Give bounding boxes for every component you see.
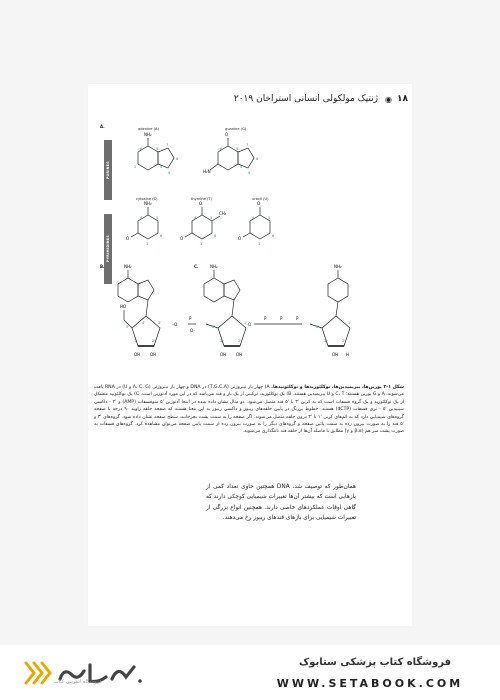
svg-text:6: 6 bbox=[214, 234, 217, 238]
svg-text:⁻O: ⁻O bbox=[172, 322, 178, 327]
svg-text:1': 1' bbox=[158, 321, 162, 325]
svg-text:2': 2' bbox=[238, 339, 242, 343]
panel-c-label: C. bbox=[194, 264, 199, 269]
svg-text:6: 6 bbox=[272, 234, 275, 238]
body-paragraph: همان‌طور که توصیف شد، DNA همچنین حاوی تعداد کمی از بازهایی است که بیشتر آن‌ها تغییرات شیمیایی کوچکی دارند که گاهی اوقات عملکردهای خاصی دارند. همچنین انواع بزرگی از تغییرات شیمیایی برای بازهای قندهای ریبوز رخ می‌دهند. bbox=[206, 484, 356, 522]
cytosine-label: cytosine (C) bbox=[136, 197, 158, 201]
store-name: فروشگاه کتاب پزشکی ستابوک bbox=[298, 657, 452, 668]
svg-text:NH₂: NH₂ bbox=[124, 264, 132, 269]
svg-text:5: 5 bbox=[210, 216, 213, 220]
svg-text:NH₂: NH₂ bbox=[144, 132, 152, 137]
svg-text:P: P bbox=[264, 316, 267, 321]
setabook-logo-icon[interactable] bbox=[20, 655, 150, 691]
svg-text:P: P bbox=[280, 316, 283, 321]
svg-text:NH₂: NH₂ bbox=[210, 264, 218, 269]
pyrimidines-tab: PYRIMIDINES bbox=[104, 214, 112, 284]
nucleotide-figure bbox=[88, 84, 412, 384]
svg-text:9: 9 bbox=[168, 171, 171, 175]
svg-text:OH: OH bbox=[236, 352, 243, 357]
purines-tab: PURINES bbox=[104, 140, 112, 200]
svg-text:1': 1' bbox=[244, 321, 248, 325]
svg-text:9: 9 bbox=[248, 171, 251, 175]
svg-text:3': 3' bbox=[220, 339, 224, 343]
svg-text:2': 2' bbox=[342, 339, 346, 343]
svg-text:2: 2 bbox=[134, 165, 137, 169]
caption-text: A) چهار باز نیتروژنی (T،G،C،A) در DNA و چهار باز نیتروژنی (A، C، G و U) در RNA یافت می‌شوند. A و G پورین هستند؛ C، T و U پیریمیدین هستند. B) یک نوکلئوزید، ترکیبی از یک باز و قند می‌باشد که در این مورد آدنوزین است. C) یک نوکلئوتید متشکل از یک نوکلئوزید و یک گروه فسفات است که به کربن '۳ یا '۵ قند متصل می‌شود. دو مثال نشان داده شده در اینجا آدنوزین '۵ منوفسفات (AMP) و '۲ - داکسی سیتیدین '۵ - تری فسفات (dCTP) هستند. خطوط پررنگ در پایین حلقه‌های ریبوز و داکسی ریبوز به این معنا هستند که صفحه حلقه زاویه ۹۰ درجه با صفحه گروه‌های شیمیایی دارد که به اتم‌های کربن '۱ تا '۳ درون حلقه متصل می‌شوند. اگر صفحه را به سمت پشت بچرخانید، سطح صفحه نشان داده شود. گروه‌های '۳ و '۵ قند را به صورت بیرون زده به سمت پائین صفحه و گروه‌های دیگر را به صورت بیرون زده از سمت پایین صفحه می‌توان مشاهده کرد. گروه‌های فسفات به صورت پشت سر هم (β،α و γ) مطابق با فاصله آن‌ها از حلقه قند نامگذاری می‌شوند. bbox=[94, 385, 404, 435]
svg-text:5: 5 bbox=[236, 147, 239, 151]
svg-text:OH: OH bbox=[332, 352, 339, 357]
svg-text:1: 1 bbox=[258, 242, 261, 246]
svg-text:O⁻: O⁻ bbox=[190, 328, 196, 333]
guanine-label: guanine (G) bbox=[225, 127, 247, 131]
svg-text:NH₂: NH₂ bbox=[334, 264, 342, 269]
svg-text:2': 2' bbox=[152, 339, 156, 343]
uracil-label: uracil (U) bbox=[252, 197, 269, 201]
svg-text:O: O bbox=[257, 201, 261, 206]
adenine-label: adenine (A) bbox=[138, 127, 159, 131]
svg-text:NH₂: NH₂ bbox=[144, 201, 152, 206]
svg-text:5': 5' bbox=[126, 325, 130, 329]
svg-text:CH₃: CH₃ bbox=[219, 211, 227, 216]
svg-text:1: 1 bbox=[146, 242, 149, 246]
svg-text:1': 1' bbox=[348, 321, 352, 325]
svg-text:8: 8 bbox=[256, 157, 259, 161]
svg-text:4: 4 bbox=[160, 165, 163, 169]
page-number: ۱۸ bbox=[397, 94, 408, 104]
svg-text:P: P bbox=[296, 316, 299, 321]
svg-text:O: O bbox=[180, 236, 184, 241]
svg-text:⁻O: ⁻O bbox=[246, 322, 252, 327]
svg-text:4: 4 bbox=[194, 216, 197, 220]
svg-text:1: 1 bbox=[200, 242, 203, 246]
thymine-label: thymine (T) bbox=[191, 197, 212, 201]
svg-text:H₂N: H₂N bbox=[203, 169, 211, 174]
svg-text:O: O bbox=[238, 236, 242, 241]
store-footer bbox=[0, 645, 500, 700]
panel-b-label: B. bbox=[100, 264, 105, 269]
panel-a-label: A. bbox=[100, 124, 105, 129]
svg-text:7: 7 bbox=[246, 143, 249, 147]
svg-text:H: H bbox=[346, 352, 350, 357]
figure-caption bbox=[94, 384, 404, 436]
svg-text:6: 6 bbox=[140, 147, 143, 151]
svg-text:3': 3' bbox=[324, 339, 328, 343]
svg-text:4: 4 bbox=[140, 216, 143, 220]
caption-lead: شکل ۱-۲ پورین‌ها، پیریمیدین‌ها، نوکلئوزیدها و نوکلئوتیدها. bbox=[271, 385, 405, 390]
store-url-link[interactable]: WWW.SETABOOK.COM bbox=[276, 677, 464, 690]
svg-text:8: 8 bbox=[176, 157, 179, 161]
svg-text:5: 5 bbox=[156, 216, 159, 220]
svg-text:O: O bbox=[126, 236, 130, 241]
svg-text:5': 5' bbox=[212, 325, 216, 329]
svg-text:4: 4 bbox=[252, 216, 255, 220]
svg-text:P: P bbox=[189, 316, 192, 321]
svg-text:5': 5' bbox=[316, 325, 320, 329]
svg-text:5: 5 bbox=[156, 147, 159, 151]
svg-text:4: 4 bbox=[240, 165, 243, 169]
svg-text:HO: HO bbox=[120, 304, 127, 309]
svg-text:OH: OH bbox=[134, 352, 141, 357]
svg-text:3': 3' bbox=[134, 339, 138, 343]
svg-text:OH: OH bbox=[150, 352, 157, 357]
book-page bbox=[88, 84, 412, 626]
svg-text:OH: OH bbox=[220, 352, 227, 357]
svg-text:7: 7 bbox=[166, 143, 169, 147]
svg-text:6: 6 bbox=[220, 147, 223, 151]
svg-text:5: 5 bbox=[268, 216, 271, 220]
header-title: ژنتیک مولکولی انسانی استراخان ۲۰۱۹ bbox=[233, 94, 378, 104]
header-bullet-icon: ◉ bbox=[385, 95, 392, 104]
svg-text:O: O bbox=[199, 201, 203, 206]
svg-text:4': 4' bbox=[142, 321, 146, 325]
svg-text:6: 6 bbox=[160, 234, 163, 238]
logo-subtitle: فروشگاه اینترنتی کتاب bbox=[54, 679, 102, 685]
svg-text:O: O bbox=[225, 132, 229, 137]
